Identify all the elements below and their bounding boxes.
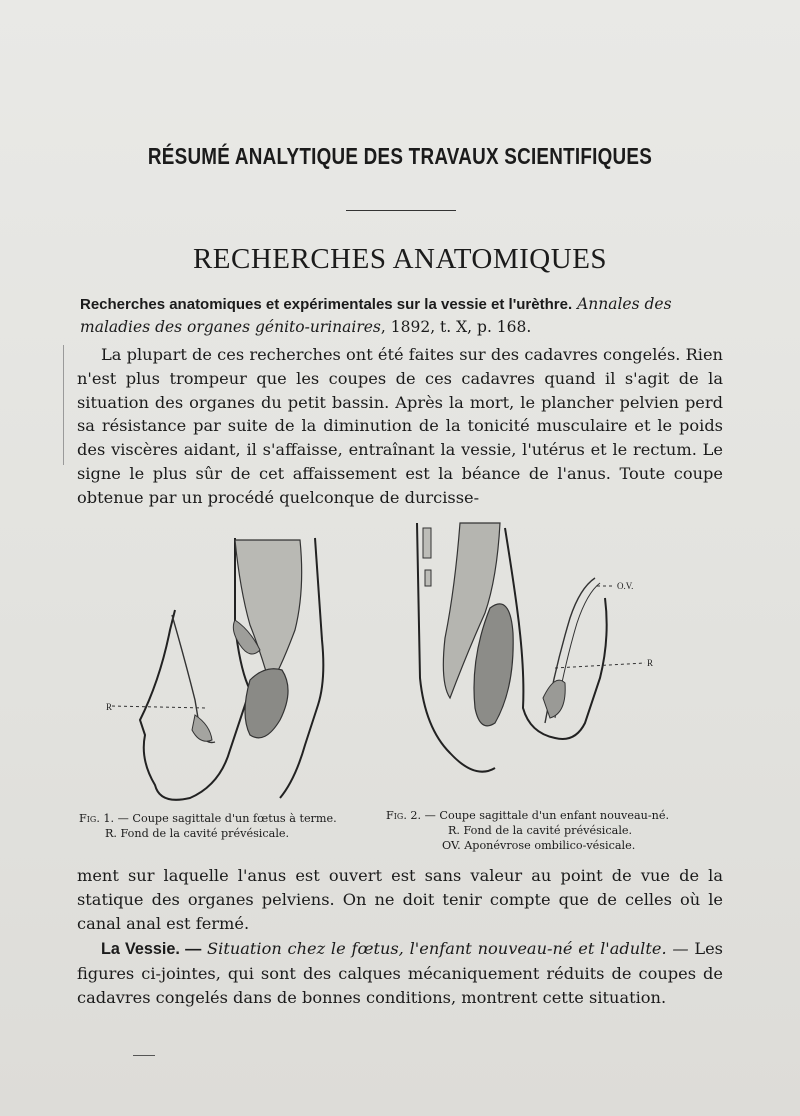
fig1-label-r: R [106,702,113,712]
paragraph-3-body: Les figures ci-jointes, qui sont des calques mécaniquement réduits de coupes de cadavres congelés dans de bonnes conditions, montrent cette situation. [77,939,723,1007]
figure-1-number: Fig. 1. — [79,812,129,825]
figure-2-caption [386,808,706,853]
figure-1-caption [79,811,379,841]
figure-1-legend-r: R. Fond de la cavité prévésicale. [105,827,290,840]
fig1-symphysis [192,715,212,741]
figure-2-drawing [405,518,685,803]
figure-1-drawing [100,530,340,810]
figure-2-legend-ov: OV. Aponévrose ombilico-vésicale. [442,839,636,852]
page-mark [133,1055,155,1056]
running-head: RÉSUMÉ ANALYTIQUE DES TRAVAUX SCIENTIFIQUES [147,143,653,169]
figure-2-number: Fig. 2. — [386,809,436,822]
fig1-body-outline [140,538,250,800]
section-title: RECHERCHES ANATOMIQUES [192,243,608,275]
figure-2-title: Coupe sagittale d'un enfant nouveau-né. [439,809,670,822]
reference-title: Recherches anatomiques et expérimentales sur la vessie et l'urèthre. [80,296,573,313]
fig1-bladder [245,669,288,738]
paragraph-1 [77,343,723,510]
fig1-rectum [235,540,302,685]
title-rule [346,210,456,211]
paragraph-3 [77,937,723,1009]
fig2-small-organ-1 [423,528,431,558]
paragraph-3-heading: La Vessie. — [101,940,202,958]
paragraph-2: ment sur laquelle l'anus est ouvert est sans valeur au point de vue de la statique des organes pelviens. On ne doit tenir compte que de celles où le canal anal est fermé. [77,866,723,933]
reference-entry [80,293,720,339]
figure-2-legend-r: R. Fond de la cavité prévésicale. [448,824,633,837]
figure-1-title: Coupe sagittale d'un fœtus à terme. [132,812,337,825]
fig2-label-ov: O.V. [617,581,634,591]
margin-mark [63,345,64,465]
reference-details: , 1892, t. X, p. 168. [380,318,532,336]
reference-journal: Annales des maladies des organes génito-urinaires [80,295,672,336]
paragraph-3-subtitle: Situation chez le fœtus, l'enfant nouveau-né et l'adulte. — [207,939,689,958]
fig2-small-organ-2 [425,570,431,586]
fig2-label-r: R [647,658,654,668]
paragraph-1-text: La plupart de ces recherches ont été faites sur des cadavres congelés. Rien n'est plus trompeur que les coupes de ces cadavres quand il s'agit de la situation des organes du petit bassin. Après la mort, le plancher pelvien perd sa résistance par suite de la diminution de la tonicité musculaire et le poids des viscères aidant, il s'affaisse, entraînant la vessie, l'utérus et le rectum. Le signe le plus sûr de cet affaissement est la béance de l'anus. Toute coupe obtenue par un procédé quelconque de durcisse- [77,345,723,507]
